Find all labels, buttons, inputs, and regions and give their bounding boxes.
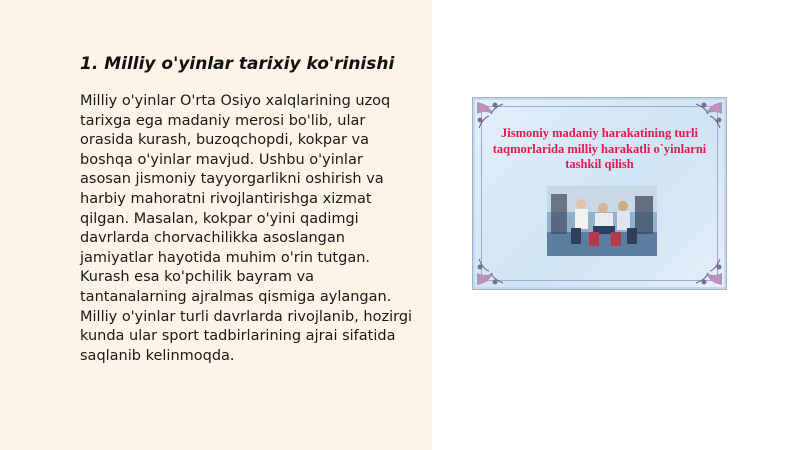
illustration-image [475,100,724,287]
floral-corner-icon [475,253,509,287]
section-body-text: Milliy o'yinlar O'rta Osiyo xalqlarining uzoq tarixga ega madaniy merosi bo'lib, ular orasida kurash, buzoqchopdi, kokpar va boshqa o'yinlar mavjud. Ushbu o'yinlar asosan jismoniy tayyorgarlikni oshirish va harbiy mahoratni rivojlantirishga xizmat qilgan. Masalan, kokpar o'yini qadimgi davrlarda chorvachilikka asoslangan jamiyatlar hayotida muhim o'rin tutgan. Kurash esa ko'pchilik bayram va tantanalarning ajralmas qismiga aylangan. Milliy o'yinlar turli davrlarda rivojlanib, hozirgi kunda ular sport tadbirlarining ajrai sifatida saqlanib kelinmoqda. [80,93,413,364]
image-caption: Jismoniy madaniy harakatining turli taqmorlarida milliy harakatli o`yinlarni tashkil qilish [492,126,707,171]
floral-corner-icon [690,253,724,287]
section-heading: 1. Milliy o'yinlar tarixiy ko'rinishi [80,54,395,74]
wrestling-photo [547,186,657,256]
wrestling-photo-graphic [547,186,657,256]
